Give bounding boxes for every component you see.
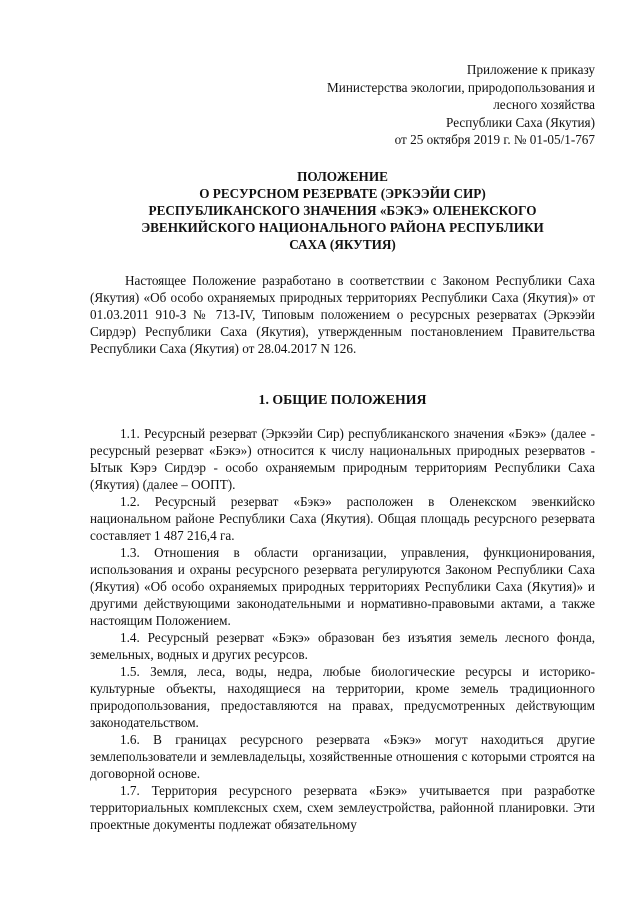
title-line: ПОЛОЖЕНИЕ: [297, 169, 388, 184]
title-line: САХА (ЯКУТИЯ): [289, 237, 396, 252]
paragraph-1-6: 1.6. В границах ресурсного резервата «Бэкэ» могут находиться другие землепользователи и землевладельцы, хозяйственные отношения с которыми строятся на договорной основе.: [90, 732, 595, 781]
paragraph-1-2: 1.2. Ресурсный резерват «Бэкэ» расположен в Оленекском эвенкийско национальном районе Республики Саха (Якутия). Общая площадь ресурсного резервата составляет 1 487 216,4 га.: [90, 494, 595, 543]
approval-line: Министерства экологии, природопользования и: [327, 79, 595, 95]
title-line: ЭВЕНКИЙСКОГО НАЦИОНАЛЬНОГО РАЙОНА РЕСПУБЛИКИ: [141, 220, 544, 235]
title-line: РЕСПУБЛИКАНСКОГО ЗНАЧЕНИЯ «БЭКЭ» ОЛЕНЕКСКОГО: [148, 203, 537, 218]
approval-line: лесного хозяйства: [493, 97, 595, 112]
title-line: О РЕСУРСНОМ РЕЗЕРВАТЕ (ЭРКЭЭЙИ СИР): [199, 186, 486, 201]
approval-line: Республики Саха (Якутия): [446, 114, 595, 130]
intro-paragraph: Настоящее Положение разработано в соответствии с Законом Республики Саха (Якутия) «Об особо охраняемых природных территориях Республики Саха (Якутия)» от 01.03.2011 910-З № 713-IV, Типовым положением о ресурсных резерватах (Эркээйи Сирдэр) Республики Саха (Якутия), утвержденным постановлением Правительства Республики Саха (Якутия) от 28.04.2017 N 126.: [90, 273, 595, 356]
approval-line: от 25 октября 2019 г. № 01-05/1-767: [394, 132, 595, 147]
section-heading: 1. ОБЩИЕ ПОЛОЖЕНИЯ: [258, 392, 427, 407]
paragraph-1-4: 1.4. Ресурсный резерват «Бэкэ» образован без изъятия земель лесного фонда, земельных, водных и других ресурсов.: [90, 630, 595, 662]
approval-header: [195, 61, 595, 149]
paragraph-1-5: 1.5. Земля, леса, воды, недра, любые биологические ресурсы и историко-культурные объекты, находящиеся на территории, кроме земель традиционного природопользования, предоставляются на правах, предусмотренных действующим законодательством.: [90, 664, 595, 730]
approval-line: Приложение к приказу: [466, 62, 595, 77]
paragraph-1-1: 1.1. Ресурсный резерват (Эркээйи Сир) республиканского значения «Бэкэ» (далее - ресурсный резерват «Бэкэ») относится к числу национальных природных резерватов - Ытык Кэрэ Сирдэр - особо охраняемым природным территориям Республики Саха (Якутия) (далее – ООПТ).: [90, 426, 595, 492]
paragraph-1-7: 1.7. Территория ресурсного резервата «Бэкэ» учитывается при разработке территориальных комплексных схем, схем землеустройства, районной планировки. Эти проектные документы подлежат обязательному: [90, 783, 595, 832]
paragraph-1-3: 1.3. Отношения в области организации, управления, функционирования, использования и охраны ресурсного резервата регулируются Законом Республики Саха (Якутия) «Об особо охраняемых природных территориях Республики Саха (Якутия)» и другими действующими законодательными и нормативно-правовыми актами, а также настоящим Положением.: [90, 545, 595, 628]
section-body: [90, 425, 595, 833]
document-title: [90, 168, 595, 253]
